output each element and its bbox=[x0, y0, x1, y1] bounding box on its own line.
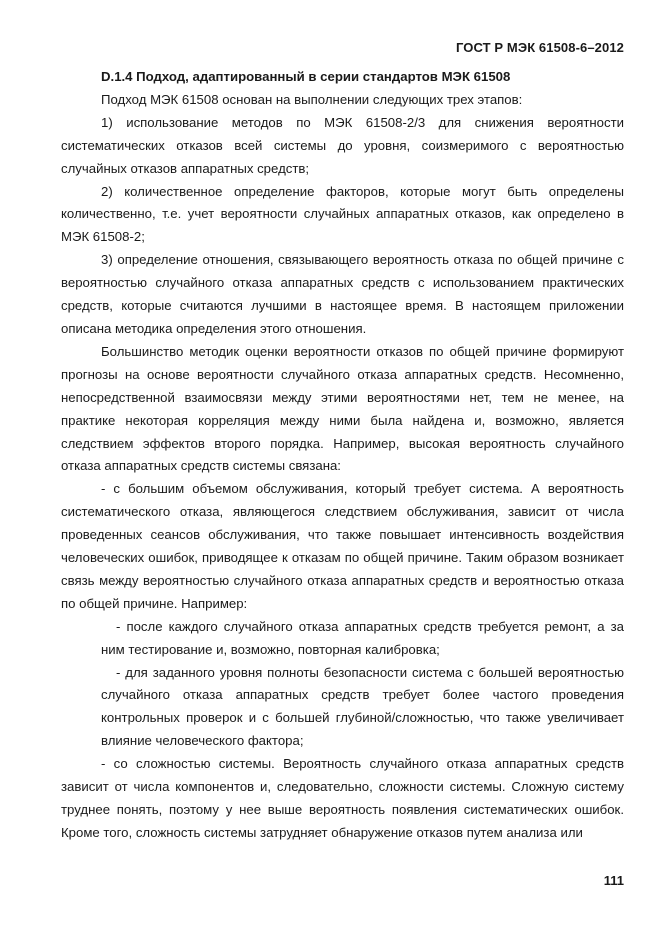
standard-header: ГОСТ Р МЭК 61508-6–2012 bbox=[456, 40, 624, 55]
paragraph-methods: Большинство методик оценки вероятности отказов по общей причине формируют прогнозы на основе вероятности случайного отказа аппаратных средств. Несомненно, непосредственной взаимосвязи между этими вероятностями нет, тем не менее, на практике некоторая корреляция между ними была найдена и, возможно, является следствием эффектов второго порядка. Например, высокая вероятность случайного отказа аппаратных средств системы связана: bbox=[61, 343, 624, 474]
bullet-maintenance: - с большим объемом обслуживания, который требует система. А вероятность систематического отказа, являющегося следствием обслуживания, зависит от числа проведенных сеансов обслуживания, что также повышает интенсивность воздействия человеческих ошибок, приводящее к отказам по общей причине. Таким образом возникает связь между вероятностью случайного отказа аппаратных средств и вероятностью отказа по общей причине. Например: bbox=[61, 481, 624, 611]
list-item-3: 3) определение отношения, связывающего вероятность отказа по общей причине с вероятностью случайного отказа аппаратных средств с использованием практических средств, которые считаются лучшими в настоящее время. В настоящем приложении описана методика определения этого отношения. bbox=[61, 252, 624, 336]
intro-paragraph: Подход МЭК 61508 основан на выполнении следующих трех этапов: bbox=[101, 91, 523, 107]
section-title: D.1.4 Подход, адаптированный в серии стандартов МЭК 61508 bbox=[101, 69, 511, 84]
list-item-1: 1) использование методов по МЭК 61508-2/3 для снижения вероятности систематических отказов всей системы до уровня, соизмеримого с вероятностью случайных отказов аппаратных средств; bbox=[61, 114, 624, 176]
body-text bbox=[61, 66, 624, 845]
list-item-2: 2) количественное определение факторов, которые могут быть определены количественно, т.е. учет вероятности случайных аппаратных отказов, как определено в МЭК 61508-2; bbox=[61, 183, 624, 245]
bullet-complexity: - со сложностью системы. Вероятность случайного отказа аппаратных средств зависит от числа компонентов и, следовательно, сложности системы. Сложную систему труднее понять, поэтому у нее выше вероятность появления систематических ошибок. Кроме того, сложность системы затрудняет обнаружение отказов путем анализа или bbox=[61, 756, 624, 840]
sub-bullet-repair: - после каждого случайного отказа аппаратных средств требуется ремонт, а за ним тестирование и, возможно, повторная калибровка; bbox=[101, 618, 624, 657]
sub-bullet-safety-level: - для заданного уровня полноты безопасности система с большей вероятностью случайного отказа аппаратных средств требует более частого проведения контрольных проверок и с большей глубиной/сложностью, что также увеличивает влияние человеческого фактора; bbox=[101, 664, 624, 749]
page-number: 111 bbox=[603, 873, 624, 888]
